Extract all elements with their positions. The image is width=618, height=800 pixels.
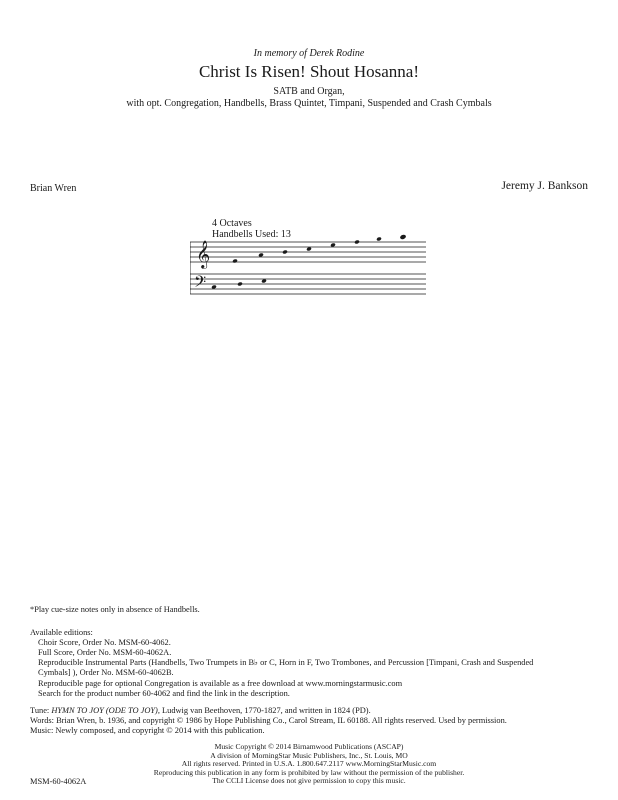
tune-details: , Ludwig van Beethoven, 1770-1827, and written in 1824 (PD).: [157, 706, 371, 715]
handbell-range-staff: [190, 214, 430, 300]
repro-line: Search for the product number 60-4062 and find the link in the description.: [38, 689, 290, 698]
edition-item: Choir Score, Order No. MSM-60-4062.: [38, 638, 171, 647]
words-credit: Words: Brian Wren, b. 1936, and copyright © 1986 by Hope Publishing Co., Carol Stream, IL 60188. All rights reserved. Used by permission.: [30, 716, 507, 725]
copyright-line: Reproducing this publication in any form is prohibited by law without the permission of the publisher.: [153, 767, 465, 777]
tune-credit: [30, 706, 507, 716]
catalog-number: MSM-60-4062A: [30, 777, 87, 786]
subtitle-voicing: SATB and Organ,: [273, 86, 345, 97]
copyright-line: A division of MorningStar Music Publishers, Inc., St. Louis, MO: [210, 750, 408, 760]
available-editions: [30, 628, 533, 678]
treble-staff-lines: [190, 242, 426, 262]
music-credit: Music: Newly composed, and copyright © 2014 with this publication.: [30, 726, 265, 735]
tune-name: HYMN TO JOY (ODE TO JOY): [51, 706, 158, 715]
repro-line: Reproducible page for optional Congregation is available as a free download at www.morningstarmusic.com: [38, 679, 403, 688]
composer-credit: Jeremy J. Bankson: [501, 180, 588, 192]
edition-item: Full Score, Order No. MSM-60-4062A.: [38, 648, 172, 657]
note: [354, 240, 360, 245]
page-title: Christ Is Risen! Shout Hosanna!: [198, 62, 420, 81]
reproducible-page-note: [30, 679, 402, 699]
copyright-line: All rights reserved. Printed in U.S.A. 1.800.647.2117 www.MorningStarMusic.com: [181, 759, 437, 769]
treble-clef-icon: 𝄞: [196, 240, 211, 268]
octaves-label: 4 Octaves: [212, 218, 252, 229]
copyright-line: The CCLI License does not give permission to copy this music.: [212, 776, 406, 786]
copyright-block: [0, 743, 618, 786]
dedication: In memory of Derek Rodine: [253, 48, 365, 59]
copyright-line: Music Copyright © 2014 Birnamwood Publications (ASCAP): [214, 742, 404, 751]
note: [399, 234, 406, 240]
footnote: *Play cue-size notes only in absence of Handbells.: [30, 605, 200, 614]
note: [232, 259, 238, 264]
note: [282, 250, 288, 255]
bass-staff-lines: [190, 274, 426, 294]
bass-clef-icon: 𝄢: [194, 273, 207, 295]
subtitle-instrumentation: with opt. Congregation, Handbells, Brass Quintet, Timpani, Suspended and Crash Cymbals: [126, 98, 492, 109]
tune-label: Tune:: [30, 706, 52, 715]
edition-item: Cymbals] ), Order No. MSM-60-4062B.: [38, 668, 174, 677]
author-credit: Brian Wren: [30, 183, 77, 194]
handbells-used-label: Handbells Used: 13: [212, 229, 291, 240]
tune-words-music-credits: [30, 706, 507, 736]
edition-item: Reproducible Instrumental Parts (Handbells, Two Trumpets in B♭ or C, Horn in F, Two Trombones, and Percussion [Timpani, Crash and Suspended: [38, 658, 534, 667]
note: [237, 282, 243, 287]
note: [376, 237, 382, 242]
editions-heading: Available editions:: [30, 628, 93, 637]
